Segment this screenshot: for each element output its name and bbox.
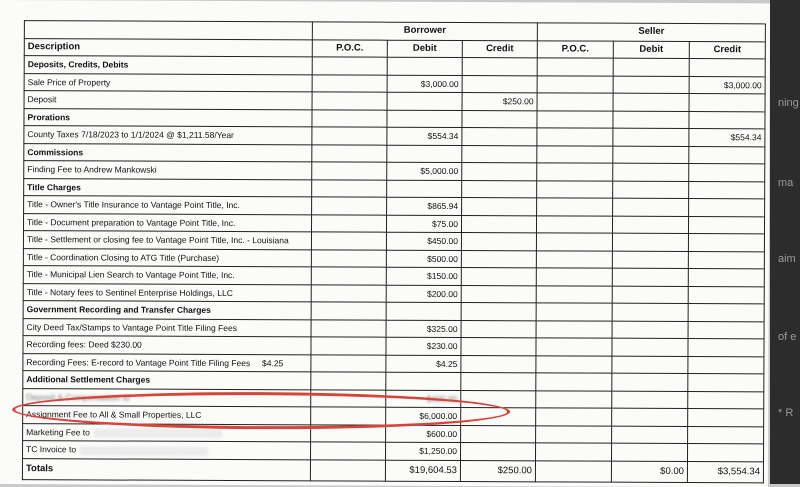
row-description: Deposit & Compensation to bbox=[26, 391, 130, 403]
total-seller-credit: $3,554.34 bbox=[687, 461, 763, 482]
row-description: Title - Coordination Closing to ATG Title (Purchase) bbox=[23, 248, 311, 267]
row-inline-amount: $4.25 bbox=[262, 357, 284, 368]
seller-credit-header: Credit bbox=[689, 41, 765, 59]
borrower-debit-cell: $75.00 bbox=[386, 215, 461, 233]
background-text-fragment: ning bbox=[778, 97, 799, 109]
borrower-debit-header: Debit bbox=[387, 40, 462, 58]
borrower-debit-cell: $200.00 bbox=[386, 285, 461, 303]
total-seller-debit: $0.00 bbox=[611, 461, 687, 482]
row-description: City Deed Tax/Stamps to Vantage Point Title Filing Fees bbox=[23, 318, 311, 337]
row-description: Finding Fee to Andrew Mankowski bbox=[24, 161, 312, 180]
redaction-blur bbox=[94, 428, 222, 438]
borrower-poc-header: P.O.C. bbox=[312, 39, 387, 57]
row-description: Recording Fees: E-record to Vantage Point Title Filing Fees bbox=[26, 356, 251, 368]
row-description: County Taxes 7/18/2023 to 1/1/2024 @ $1,211.58/Year bbox=[24, 126, 312, 145]
borrower-debit-cell: $230.00 bbox=[386, 337, 461, 355]
borrower-debit-cell: $3,000.00 bbox=[387, 75, 462, 93]
row-description: Title - Settlement or closing fee to Vantage Point Title, Inc. - Louisiana bbox=[23, 231, 311, 250]
borrower-debit-cell: $500.00 bbox=[386, 250, 461, 268]
row-description: Marketing Fee to bbox=[26, 426, 90, 438]
redaction-blur bbox=[80, 446, 208, 456]
row-description: Recording fees: Deed $230.00 bbox=[23, 336, 311, 355]
row-description: TC Invoice to bbox=[26, 444, 77, 455]
row-description: Title - Owner's Title Insurance to Vantage Point Title, Inc. bbox=[24, 196, 312, 215]
settlement-table bbox=[22, 20, 766, 483]
seller-group-header: Seller bbox=[537, 23, 765, 41]
borrower-debit-cell: $1,250.00 bbox=[385, 442, 460, 460]
borrower-debit-cell: $600.00 bbox=[386, 425, 461, 443]
row-description: Title - Document preparation to Vantage Point Title, Inc. bbox=[23, 213, 311, 232]
borrower-debit-cell: $150.00 bbox=[386, 267, 461, 285]
section-deposits: Deposits, Credits, Debits bbox=[24, 56, 312, 75]
borrower-debit-cell: $400.00 bbox=[386, 390, 461, 408]
borrower-debit-cell: $4.25 bbox=[386, 355, 461, 373]
seller-poc-header: P.O.C. bbox=[537, 40, 613, 58]
row-description: Title - Notary fees to Sentinel Enterprise Holdings, LLC bbox=[23, 283, 311, 302]
row-description: Deposit bbox=[24, 91, 312, 110]
total-borrower-debit: $19,604.53 bbox=[385, 460, 460, 481]
seller-debit-header: Debit bbox=[613, 41, 689, 59]
seller-credit-cell: $554.34 bbox=[689, 129, 765, 147]
borrower-credit-cell: $250.00 bbox=[462, 93, 537, 111]
table-row bbox=[23, 388, 764, 409]
totals-row bbox=[22, 458, 763, 482]
borrower-group-header: Borrower bbox=[312, 22, 537, 40]
background-text-fragment: * R bbox=[778, 407, 794, 419]
borrower-debit-cell: $554.34 bbox=[387, 127, 462, 145]
row-description: Title - Municipal Lien Search to Vantage Point Title, Inc. bbox=[23, 266, 311, 285]
section-title-charges: Title Charges bbox=[24, 178, 312, 197]
borrower-credit-header: Credit bbox=[462, 40, 537, 58]
borrower-debit-cell: $5,000.00 bbox=[387, 162, 462, 180]
total-borrower-credit: $250.00 bbox=[460, 460, 535, 481]
background-page-panel bbox=[770, 0, 800, 484]
seller-credit-cell: $3,000.00 bbox=[689, 76, 765, 94]
description-header: Description bbox=[24, 38, 312, 57]
section-additional-settlement: Additional Settlement Charges bbox=[23, 371, 311, 390]
borrower-debit-cell: $325.00 bbox=[386, 320, 461, 338]
borrower-debit-cell: $6,000.00 bbox=[386, 407, 461, 425]
row-description: Sale Price of Property bbox=[24, 73, 312, 92]
totals-label: Totals bbox=[22, 458, 310, 480]
section-commissions: Commissions bbox=[24, 143, 312, 162]
section-government-recording: Government Recording and Transfer Charges bbox=[23, 301, 311, 320]
borrower-debit-cell: $865.94 bbox=[387, 197, 462, 215]
borrower-debit-cell: $450.00 bbox=[386, 232, 461, 250]
row-description: Assignment Fee to All & Small Properties, LLC bbox=[23, 406, 311, 425]
background-text-fragment: ma bbox=[778, 177, 794, 189]
background-text-fragment: of e bbox=[778, 331, 797, 343]
background-text-fragment: aim bbox=[778, 253, 796, 265]
section-prorations: Prorations bbox=[24, 108, 312, 127]
